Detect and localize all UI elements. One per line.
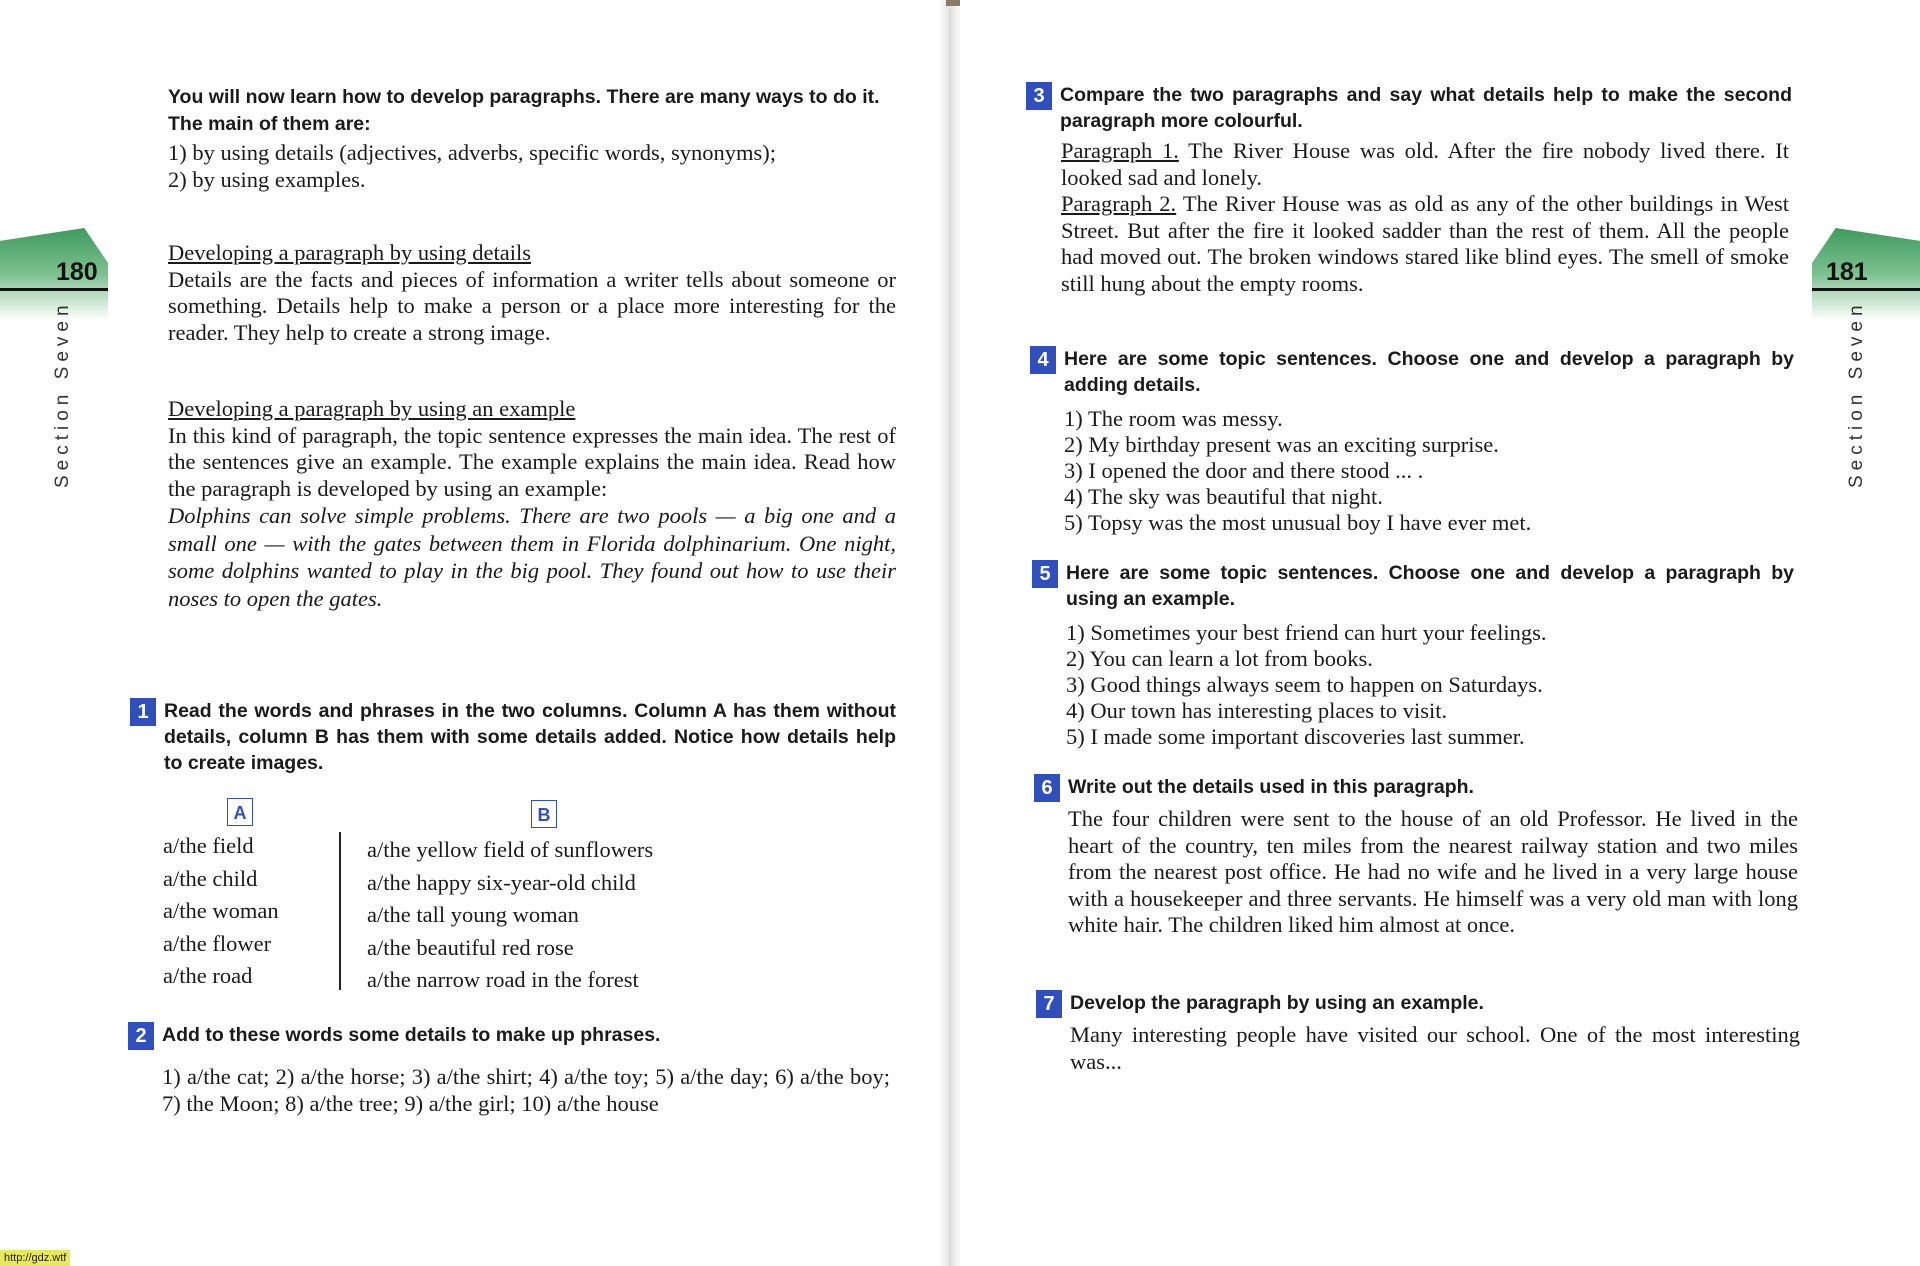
exercise-7: [1036, 990, 1794, 1016]
list-item: a/the narrow road in the forest: [367, 967, 639, 992]
exercise-5-list: [1066, 620, 1786, 750]
exercise-instruction: Compare the two paragraphs and say what details help to make the second paragraph more colourful.: [1060, 84, 1792, 132]
list-item: a/the flower: [163, 930, 272, 956]
example-text: In this kind of paragraph, the topic sentence expresses the main idea. The rest of the sentences give an example. The example explains the main idea. Read how the paragraph is developed by using an example:: [168, 422, 896, 501]
section-label-right: Section Seven: [1846, 300, 1867, 488]
ways-list: [168, 140, 896, 193]
column-divider: [339, 832, 341, 990]
list-item: 5) Topsy was the most unusual boy I have ever met.: [1064, 510, 1532, 535]
paragraph-1: [1061, 138, 1789, 191]
example-italic: Dolphins can solve simple problems. There are two pools — a big one and a small one — with the gates between them in Florida dolphinarium. One night, some dolphins wanted to play in the big pool. They found out how to use their noses to open the gates.: [168, 503, 896, 611]
exercise-instruction: Here are some topic sentences. Choose one and develop a paragraph by using an example.: [1066, 562, 1794, 610]
column-b-list: [367, 834, 653, 997]
exercise-instruction: Here are some topic sentences. Choose one and develop a paragraph by adding details.: [1064, 348, 1794, 396]
exercise-2-text: 1) a/the cat; 2) a/the horse; 3) a/the shirt; 4) a/the toy; 5) a/the day; 6) a/the boy; 7) the Moon; 8) a/the tree; 9) a/the girl; 10) a/the house: [162, 1064, 890, 1116]
book-gutter: [938, 0, 962, 1266]
list-item: a/the tall young woman: [367, 902, 579, 927]
details-section: [168, 240, 896, 346]
paragraph-2: [1061, 191, 1789, 297]
column-b-label: B: [531, 800, 557, 828]
topic-list: [1064, 406, 1784, 536]
intro-text: You will now learn how to develop paragraphs. There are many ways to do it. The main of them are:: [168, 86, 880, 135]
exercise-badge: 2: [128, 1022, 154, 1050]
list-item: a/the child: [163, 865, 258, 891]
example-section: [168, 396, 896, 612]
exercise-badge: 7: [1036, 990, 1062, 1018]
list-item: 2) You can learn a lot from books.: [1066, 646, 1373, 671]
exercise-instruction: Develop the paragraph by using an example.: [1070, 992, 1484, 1014]
section-label-left: Section Seven: [52, 300, 73, 488]
list-item: 1) Sometimes your best friend can hurt your feelings.: [1066, 620, 1547, 645]
list-item: 4) Our town has interesting places to visit.: [1066, 698, 1448, 723]
paragraph-1-label: Paragraph 1.: [1061, 138, 1179, 163]
list-item: 2) My birthday present was an exciting surprise.: [1064, 432, 1499, 457]
list-item: a/the yellow field of sunflowers: [367, 837, 654, 862]
exercise-instruction: Read the words and phrases in the two columns. Column A has them without details, column B has them with some details added. Notice how details help to create images.: [164, 700, 896, 774]
paragraph-1-text: The River House was old. After the fire nobody lived there. It looked sad and lonely.: [1061, 138, 1790, 190]
exercise-3: [1026, 82, 1792, 134]
exercise-badge: 1: [130, 698, 156, 726]
list-item: a/the woman: [163, 898, 279, 923]
exercise-3-paragraphs: [1061, 138, 1789, 297]
page-rule-right: [1812, 288, 1920, 291]
details-text: Details are the facts and pieces of information a writer tells about someone or something. Details help to make a person or a place more interesting for the reader. They help to create a strong image.: [168, 266, 896, 345]
columns-table: [163, 794, 763, 994]
watermark-url: http://gdz.wtf: [0, 1250, 70, 1266]
details-heading: Developing a paragraph by using details: [168, 240, 532, 265]
exercise-6: [1034, 774, 1794, 800]
list-item: 1) The room was messy.: [1064, 406, 1283, 431]
column-a-list: [163, 830, 279, 993]
exercise-5: [1032, 560, 1794, 612]
example-heading: Developing a paragraph by using an example: [168, 396, 576, 421]
exercise-badge: 6: [1034, 774, 1060, 802]
list-item: a/the road: [163, 963, 253, 988]
exercise-instruction: Write out the details used in this paragraph.: [1068, 776, 1474, 798]
page-rule-left: [0, 288, 108, 291]
paragraph-2-label: Paragraph 2.: [1061, 191, 1177, 216]
page-number-left: 180: [56, 258, 98, 286]
exercise-1: [130, 698, 896, 776]
list-item: a/the beautiful red rose: [367, 934, 574, 960]
gutter-binding: [946, 0, 960, 6]
exercise-6-text: The four children were sent to the house of an old Professor. He lived in the heart of the country, ten miles from the nearest railway station and two miles from the nearest post office. He had no wife and he lived in a very large house with a housekeeper and three servants. He himself was a very old man with long white hair. The children liked him almost at once.: [1068, 806, 1798, 937]
exercise-badge: 4: [1030, 346, 1056, 374]
paragraph-2-text: The River House was as old as any of the other buildings in West Street. But after the fire it looked sadder than the rest of them. All the people had moved out. The broken windows stared like blind eyes. The smell of smoke still hung about the empty rooms.: [1061, 191, 1789, 296]
exercise-4: [1030, 346, 1794, 398]
list-item: 3) Good things always seem to happen on Saturdays.: [1066, 672, 1543, 697]
way-2: 2) by using examples.: [168, 166, 366, 192]
list-item: 5) I made some important discoveries last summer.: [1066, 724, 1525, 749]
list-item: 3) I opened the door and there stood ... .: [1064, 458, 1424, 483]
exercise-4-list: [1064, 406, 1784, 536]
list-item: 4) The sky was beautiful that night.: [1064, 484, 1383, 509]
exercise-badge: 5: [1032, 560, 1058, 588]
list-item: a/the happy six-year-old child: [367, 869, 636, 895]
exercise-instruction: Add to these words some details to make up phrases.: [162, 1024, 661, 1046]
way-1: 1) by using details (adjectives, adverbs, specific words, synonyms);: [168, 140, 776, 165]
column-a-label: A: [227, 798, 253, 826]
exercise-badge: 3: [1026, 82, 1052, 110]
page-number-right: 181: [1826, 258, 1868, 286]
exercise-2: [128, 1022, 896, 1048]
exercise-7-text: Many interesting people have visited our school. One of the most interesting was...: [1070, 1022, 1800, 1074]
topic-list: [1066, 620, 1786, 750]
list-item: a/the field: [163, 833, 254, 858]
